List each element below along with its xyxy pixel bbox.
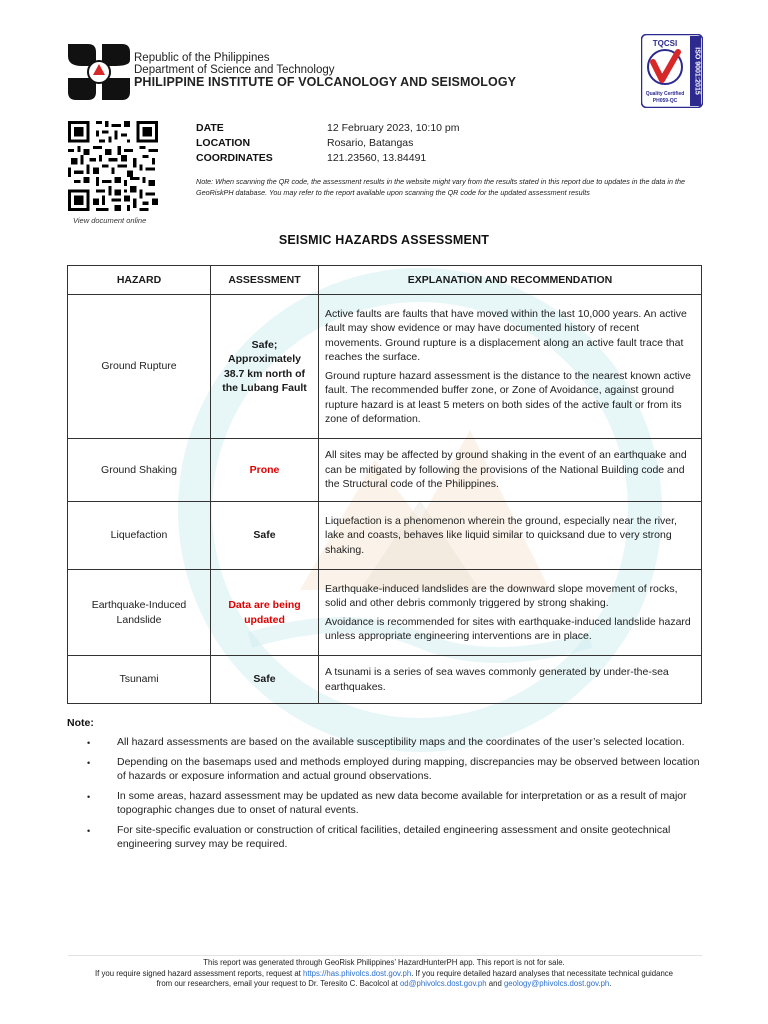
hazard-name: Tsunami <box>68 656 211 704</box>
hazard-assessment: Safe <box>211 656 319 704</box>
notes-list <box>67 735 703 852</box>
hazard-assessment: Data are being updated <box>211 570 319 656</box>
page-title: SEISMIC HAZARDS ASSESSMENT <box>278 233 490 247</box>
footer-line-1: This report was generated through GeoRisk Philippines’ HazardHunterPH app. This report is not for sale. <box>203 958 565 967</box>
coordinates-value: 121.23560, 13.84491 <box>327 152 427 164</box>
republic-label: Republic of the Philippines <box>134 52 270 64</box>
footer-line-2 <box>0 969 768 980</box>
table-header-row <box>68 266 702 295</box>
hazard-name: Liquefaction <box>68 502 211 570</box>
geology-email-link[interactable]: geology@phivolcs.dost.gov.ph <box>503 979 610 988</box>
table-row <box>68 439 702 502</box>
footer-text: from our researchers, email your request to Dr. Teresito C. Bacolcol at <box>156 979 400 988</box>
footer-divider <box>68 955 702 956</box>
list-item: • All hazard assessments are based on the available susceptibility maps and the coordinates of the user’s selected location. <box>67 735 703 750</box>
table-row <box>68 570 702 656</box>
table-row <box>68 295 702 439</box>
date-value: 12 February 2023, 10:10 pm <box>327 122 460 134</box>
hazard-explanation <box>319 570 702 656</box>
footer-line-3 <box>0 979 768 990</box>
footer-text: and <box>486 979 504 988</box>
date-row <box>196 122 696 137</box>
badge-iso-text: ISO 9001:2015 <box>693 47 701 95</box>
explanation-paragraph: Active faults are faults that have moved within the last 10,000 years. An active fault may show evidence or may have documented history of recent movements. Ground rupture is a displacement along an active fault trace that reaches the surface. <box>325 307 687 363</box>
footer-text: . <box>609 979 612 988</box>
col-assessment-header: ASSESSMENT <box>211 266 319 295</box>
hazard-name: Ground Shaking <box>68 439 211 502</box>
hazard-explanation <box>319 295 702 439</box>
hazard-assessment: Prone <box>211 439 319 502</box>
explanation-paragraph: Liquefaction is a phenomenon wherein the ground, especially near the river, lake and coasts, behaves like liquid similar to quicksand due to very strong shaking. <box>325 514 677 556</box>
badge-org-text: TQCSI <box>652 39 678 48</box>
badge-line2: PH059-QC <box>652 98 678 104</box>
location-label: LOCATION <box>196 137 251 149</box>
qr-code[interactable] <box>68 121 158 211</box>
footer-text: If you require signed hazard assessment reports, request at <box>94 968 303 978</box>
hazard-name: Earthquake-Induced Landslide <box>68 570 211 656</box>
department-label: Department of Science and Technology <box>134 64 335 76</box>
list-item: • For site-specific evaluation or construction of critical facilities, detailed engineering assessment and onsite geotechnical engineering survey may be required. <box>67 823 703 852</box>
qr-caption: View document online <box>73 216 147 225</box>
table-row <box>68 656 702 704</box>
notes-heading: Note: <box>67 717 94 729</box>
iso-certification-badge <box>641 34 703 108</box>
coordinates-label: COORDINATES <box>196 152 273 164</box>
col-explanation-header: EXPLANATION AND RECOMMENDATION <box>319 266 702 295</box>
hazard-assessment: Safe <box>211 502 319 570</box>
list-item: • In some areas, hazard assessment may be updated as new data become available for interpretation or as a result of major topographic changes due to onset of natural events. <box>67 789 703 818</box>
hazard-assessment: Safe; Approximately 38.7 km north of the Lubang Fault <box>211 295 319 439</box>
hazard-explanation <box>319 656 702 704</box>
explanation-paragraph: Earthquake-induced landslides are the downward slope movement of rocks, solid and other debris commonly triggered by strong shaking. <box>325 582 678 609</box>
list-item: • Depending on the basemaps used and methods employed during mapping, discrepancies may be observed between location of hazards or exposure information and actual ground observations. <box>67 755 703 784</box>
explanation-paragraph: All sites may be affected by ground shaking in the event of an earthquake and can be mitigated by following the provisions of the National Building code and the Structural code of the Philippines. <box>325 449 687 491</box>
hazard-table <box>67 265 702 704</box>
phivolcs-logo <box>68 44 130 100</box>
explanation-paragraph: A tsunami is a series of sea waves commonly generated by under-the-sea earthquakes. <box>325 666 669 693</box>
notes-section <box>67 717 703 857</box>
qr-disclaimer-note: Note: When scanning the QR code, the assessment results in the website might vary from the results stated in this report due to updates in the data in the GeoRiskPH database. You may refer to the report available upon scanning the QR code for the updated assessment results <box>196 177 686 197</box>
has-request-link[interactable]: https://has.phivolcs.dost.gov.ph <box>303 968 412 978</box>
institute-name: PHILIPPINE INSTITUTE OF VOLCANOLOGY AND SEISMOLOGY <box>134 75 517 89</box>
od-email-link[interactable]: od@phivolcs.dost.gov.ph <box>399 979 487 988</box>
page-footer <box>0 958 768 990</box>
location-row <box>196 137 696 152</box>
document-header <box>68 44 708 104</box>
explanation-paragraph: Avoidance is recommended for sites with earthquake-induced landslide hazard unless appropriate engineering interventions are in place. <box>325 615 691 642</box>
badge-line1: Quality Certified <box>645 91 685 97</box>
col-hazard-header: HAZARD <box>68 266 211 295</box>
coordinates-row <box>196 152 696 167</box>
report-metadata <box>196 122 696 198</box>
table-row <box>68 502 702 570</box>
explanation-paragraph: Ground rupture hazard assessment is the distance to the nearest known active fault. The recommended buffer zone, or Zone of Avoidance, against ground rupture hazard is at least 5 meters on both sides of the active fault or from its zone of deformation. <box>325 369 691 425</box>
footer-text: . If you require detailed hazard analyses that necessitate technical guidance <box>411 968 674 978</box>
date-label: DATE <box>196 122 224 134</box>
hazard-explanation <box>319 502 702 570</box>
location-value: Rosario, Batangas <box>327 137 414 149</box>
hazard-explanation <box>319 439 702 502</box>
hazard-name: Ground Rupture <box>68 295 211 439</box>
